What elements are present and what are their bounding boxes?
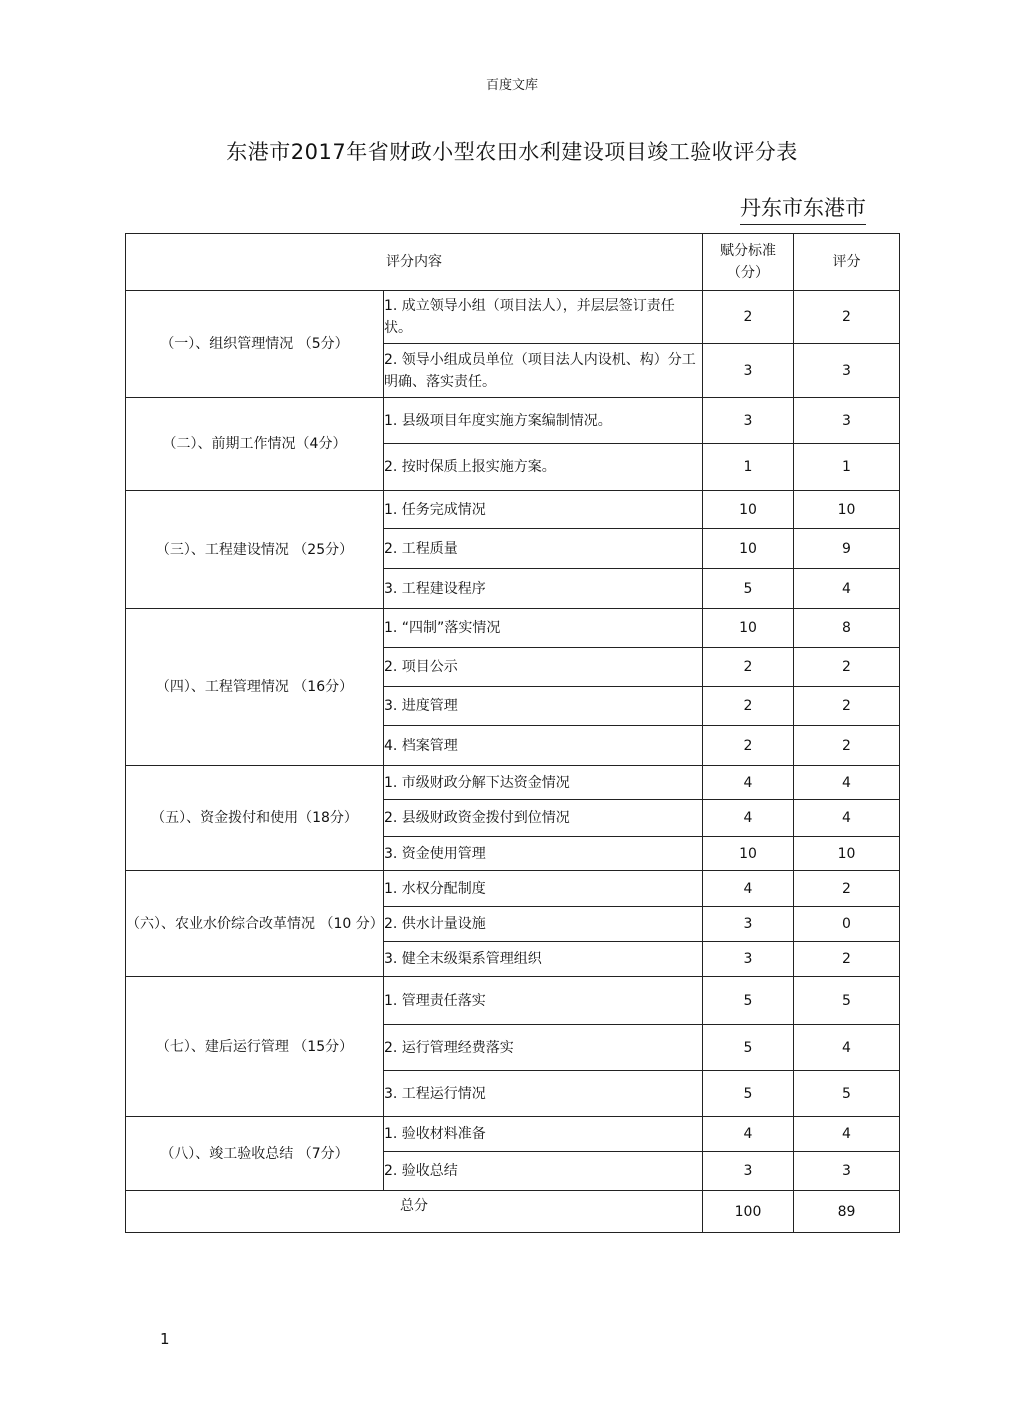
item-standard: 10	[703, 491, 794, 529]
item-text: 4. 档案管理	[384, 726, 703, 766]
item-text: 2. 项目公示	[384, 648, 703, 687]
table-row	[126, 291, 900, 344]
section-name: （二）、前期工作情况（4分）	[126, 398, 384, 491]
item-score: 2	[794, 648, 900, 687]
item-text: 2. 工程质量	[384, 529, 703, 569]
item-score: 9	[794, 529, 900, 569]
item-score: 4	[794, 1025, 900, 1071]
item-standard: 4	[703, 1117, 794, 1152]
total-score: 89	[794, 1191, 900, 1233]
section-name: （四）、工程管理情况 （16分）	[126, 609, 384, 766]
item-text: 1. 县级项目年度实施方案编制情况。	[384, 398, 703, 444]
item-score: 8	[794, 609, 900, 648]
table-row	[126, 491, 900, 529]
item-score: 2	[794, 942, 900, 977]
section-name: （三）、工程建设情况 （25分）	[126, 491, 384, 609]
item-standard: 5	[703, 569, 794, 609]
item-score: 2	[794, 726, 900, 766]
item-text: 1. 水权分配制度	[384, 871, 703, 907]
item-score: 2	[794, 291, 900, 344]
total-standard: 100	[703, 1191, 794, 1233]
item-standard: 10	[703, 529, 794, 569]
item-standard: 3	[703, 344, 794, 398]
item-text: 3. 资金使用管理	[384, 837, 703, 871]
item-text: 1. “四制”落实情况	[384, 609, 703, 648]
item-standard: 4	[703, 800, 794, 837]
item-score: 10	[794, 837, 900, 871]
item-standard: 2	[703, 648, 794, 687]
item-score: 4	[794, 800, 900, 837]
item-text: 1. 市级财政分解下达资金情况	[384, 766, 703, 800]
header-standard	[703, 234, 794, 291]
item-score: 10	[794, 491, 900, 529]
item-standard: 5	[703, 1071, 794, 1117]
table-row	[126, 1117, 900, 1152]
item-score: 0	[794, 907, 900, 942]
item-score: 2	[794, 871, 900, 907]
item-text: 2. 县级财政资金拨付到位情况	[384, 800, 703, 837]
item-score: 3	[794, 398, 900, 444]
item-score: 1	[794, 444, 900, 491]
item-standard: 2	[703, 291, 794, 344]
item-standard: 3	[703, 907, 794, 942]
table-header-row	[126, 234, 900, 291]
item-score: 4	[794, 569, 900, 609]
table-row	[126, 398, 900, 444]
item-standard: 3	[703, 1152, 794, 1191]
item-score: 2	[794, 687, 900, 726]
header-standard-line1: 赋分标准	[720, 243, 776, 259]
item-standard: 5	[703, 1025, 794, 1071]
item-text: 2. 验收总结	[384, 1152, 703, 1191]
item-text: 1. 成立领导小组（项目法人），并层层签订责任状。	[384, 291, 703, 344]
item-text: 3. 健全末级渠系管理组织	[384, 942, 703, 977]
item-text: 1. 管理责任落实	[384, 977, 703, 1025]
item-score: 5	[794, 977, 900, 1025]
table-row	[126, 871, 900, 907]
document-title: 东港市2017年省财政小型农田水利建设项目竣工验收评分表	[226, 140, 798, 164]
sections-body	[126, 291, 900, 1191]
item-standard: 1	[703, 444, 794, 491]
item-text: 3. 进度管理	[384, 687, 703, 726]
page-header: 百度文库	[485, 78, 538, 93]
item-score: 4	[794, 1117, 900, 1152]
section-name: （七）、建后运行管理 （15分）	[126, 977, 384, 1117]
item-text: 2. 按时保质上报实施方案。	[384, 444, 703, 491]
header-standard-line2: （分）	[727, 265, 769, 281]
item-standard: 2	[703, 687, 794, 726]
item-text: 1. 验收材料准备	[384, 1117, 703, 1152]
item-standard: 3	[703, 942, 794, 977]
item-text: 2. 供水计量设施	[384, 907, 703, 942]
section-name: （八）、竣工验收总结 （7分）	[126, 1117, 384, 1191]
item-standard: 2	[703, 726, 794, 766]
total-label: 总分	[126, 1191, 703, 1233]
item-score: 3	[794, 344, 900, 398]
item-standard: 3	[703, 398, 794, 444]
item-standard: 10	[703, 609, 794, 648]
item-text: 2. 运行管理经费落实	[384, 1025, 703, 1071]
item-score: 5	[794, 1071, 900, 1117]
item-text: 2. 领导小组成员单位（项目法人内设机、构）分工明确、落实责任。	[384, 344, 703, 398]
item-standard: 4	[703, 766, 794, 800]
section-name: （六）、农业水价综合改革情况 （10 分）	[126, 871, 384, 977]
table-row	[126, 609, 900, 648]
section-name: （一）、组织管理情况 （5分）	[126, 291, 384, 398]
item-standard: 5	[703, 977, 794, 1025]
score-table	[125, 233, 900, 1233]
item-score: 4	[794, 766, 900, 800]
item-text: 3. 工程运行情况	[384, 1071, 703, 1117]
item-standard: 10	[703, 837, 794, 871]
region-label: 丹东市东港市	[740, 192, 866, 222]
total-row	[126, 1191, 900, 1233]
table-row	[126, 977, 900, 1025]
section-name: （五）、资金拨付和使用（18分）	[126, 766, 384, 871]
item-standard: 4	[703, 871, 794, 907]
header-content: 评分内容	[126, 234, 703, 291]
page-number: 1	[160, 1330, 170, 1348]
table-row	[126, 766, 900, 800]
item-score: 3	[794, 1152, 900, 1191]
header-score: 评分	[794, 234, 900, 291]
item-text: 1. 任务完成情况	[384, 491, 703, 529]
item-text: 3. 工程建设程序	[384, 569, 703, 609]
